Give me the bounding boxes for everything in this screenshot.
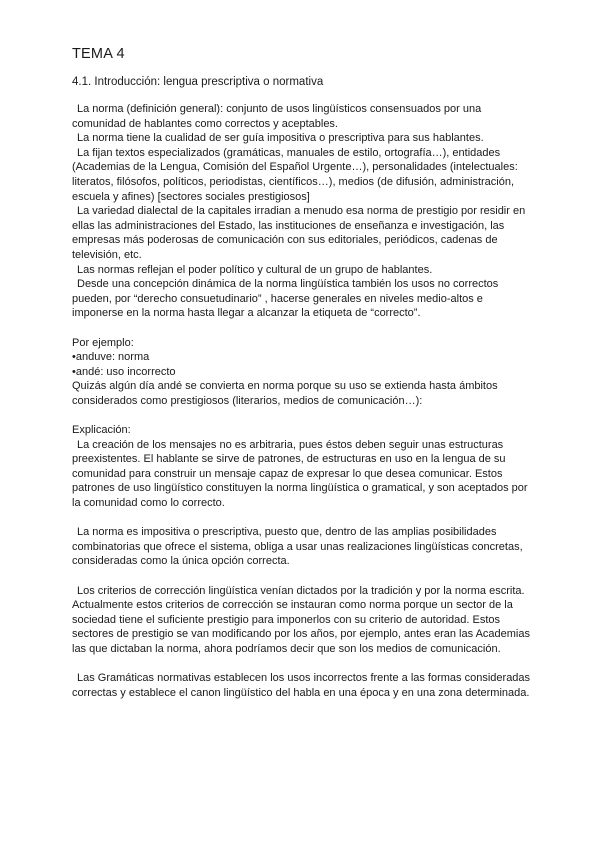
explanation-paragraph: Los criterios de corrección lingüística venían dictados por la tradición y por la norma escrita. Actualmente estos criterios de corrección se instauran como norma porque un sector de la sociedad tiene el suficiente prestigio para imponerlos con su criterio de autoridad. Estos sectores de prestigio se van modificando por los años, por ejemplo, antes eran las Academias las que dictaban la norma, ahora podríamos decir que son los medios de comunicación. bbox=[72, 584, 530, 655]
example-item: •andé: uso incorrecto bbox=[72, 365, 176, 378]
example-label: Por ejemplo: bbox=[72, 336, 134, 349]
explanation-label: Explicación: bbox=[72, 424, 131, 437]
intro-paragraph: La norma (definición general): conjunto de usos lingüísticos consensuados por una comunidad de hablantes como correctos y aceptables. bbox=[72, 103, 482, 130]
explanation-paragraph: La creación de los mensajes no es arbitraria, pues éstos deben seguir unas estructuras preexistentes. El hablante se sirve de patrones, de estructuras en uso en la lengua de su comunidad para construir un mensaje capaz de expresar lo que desea comunicar. Estos patrones de uso lingüístico constituyen la norma lingüística o gramatical, y son aceptados por la comunidad como lo correcto. bbox=[72, 438, 528, 510]
explanation-paragraph: Las Gramáticas normativas establecen los usos incorrectos frente a las formas consideradas correctas y establece el canon lingüístico del habla en una época y en una zona determinada. bbox=[72, 672, 531, 699]
intro-paragraph: La norma tiene la cualidad de ser guía impositiva o prescriptiva para sus hablantes. bbox=[77, 132, 484, 145]
section-heading: 4.1. Introducción: lengua prescriptiva o normativa bbox=[72, 76, 324, 88]
intro-paragraph: La variedad dialectal de la capitales irradian a menudo esa norma de prestigio por residir en ellas las administraciones del Estado, las instituciones de enseñanza e investigación, las empresas más poderosas de comunicación con sus editoriales, periódicos, cadenas de televisión, etc. bbox=[72, 205, 526, 261]
intro-paragraph: Desde una concepción dinámica de la norma lingüística también los usos no correctos pueden, por “derecho consuetudinario” , hacerse generales en niveles medio-altos e imponerse en la norma hasta llegar a alcanzar la etiqueta de “correcto”. bbox=[72, 278, 499, 320]
page-title: TEMA 4 bbox=[72, 46, 125, 62]
intro-paragraph: Las normas reflejan el poder político y cultural de un grupo de hablantes. bbox=[77, 263, 433, 276]
explanation-paragraph: La norma es impositiva o prescriptiva, puesto que, dentro de las amplias posibilidades combinatorias que ofrece el sistema, obliga a usar unas realizaciones lingüísticas concretas, consideradas como la única opción correcta. bbox=[72, 526, 523, 568]
example-item: •anduve: norma bbox=[72, 351, 150, 364]
example-text: Quizás algún día andé se convierta en norma porque su uso se extienda hasta ámbitos considerados como prestigiosos (literarios, medios de comunicación…): bbox=[72, 380, 498, 407]
intro-paragraph: La fijan textos especializados (gramáticas, manuales de estilo, ortografía…), entidades (Academias de la Lengua, Comisión del Español Urgente…), personalidades (intelectuales: literatos, filósofos, políticos, periodistas, científicos…), medios (de difusión, administración, escuela y afines) [sectores sociales prestigiosos] bbox=[72, 146, 518, 203]
document-page bbox=[72, 46, 532, 700]
